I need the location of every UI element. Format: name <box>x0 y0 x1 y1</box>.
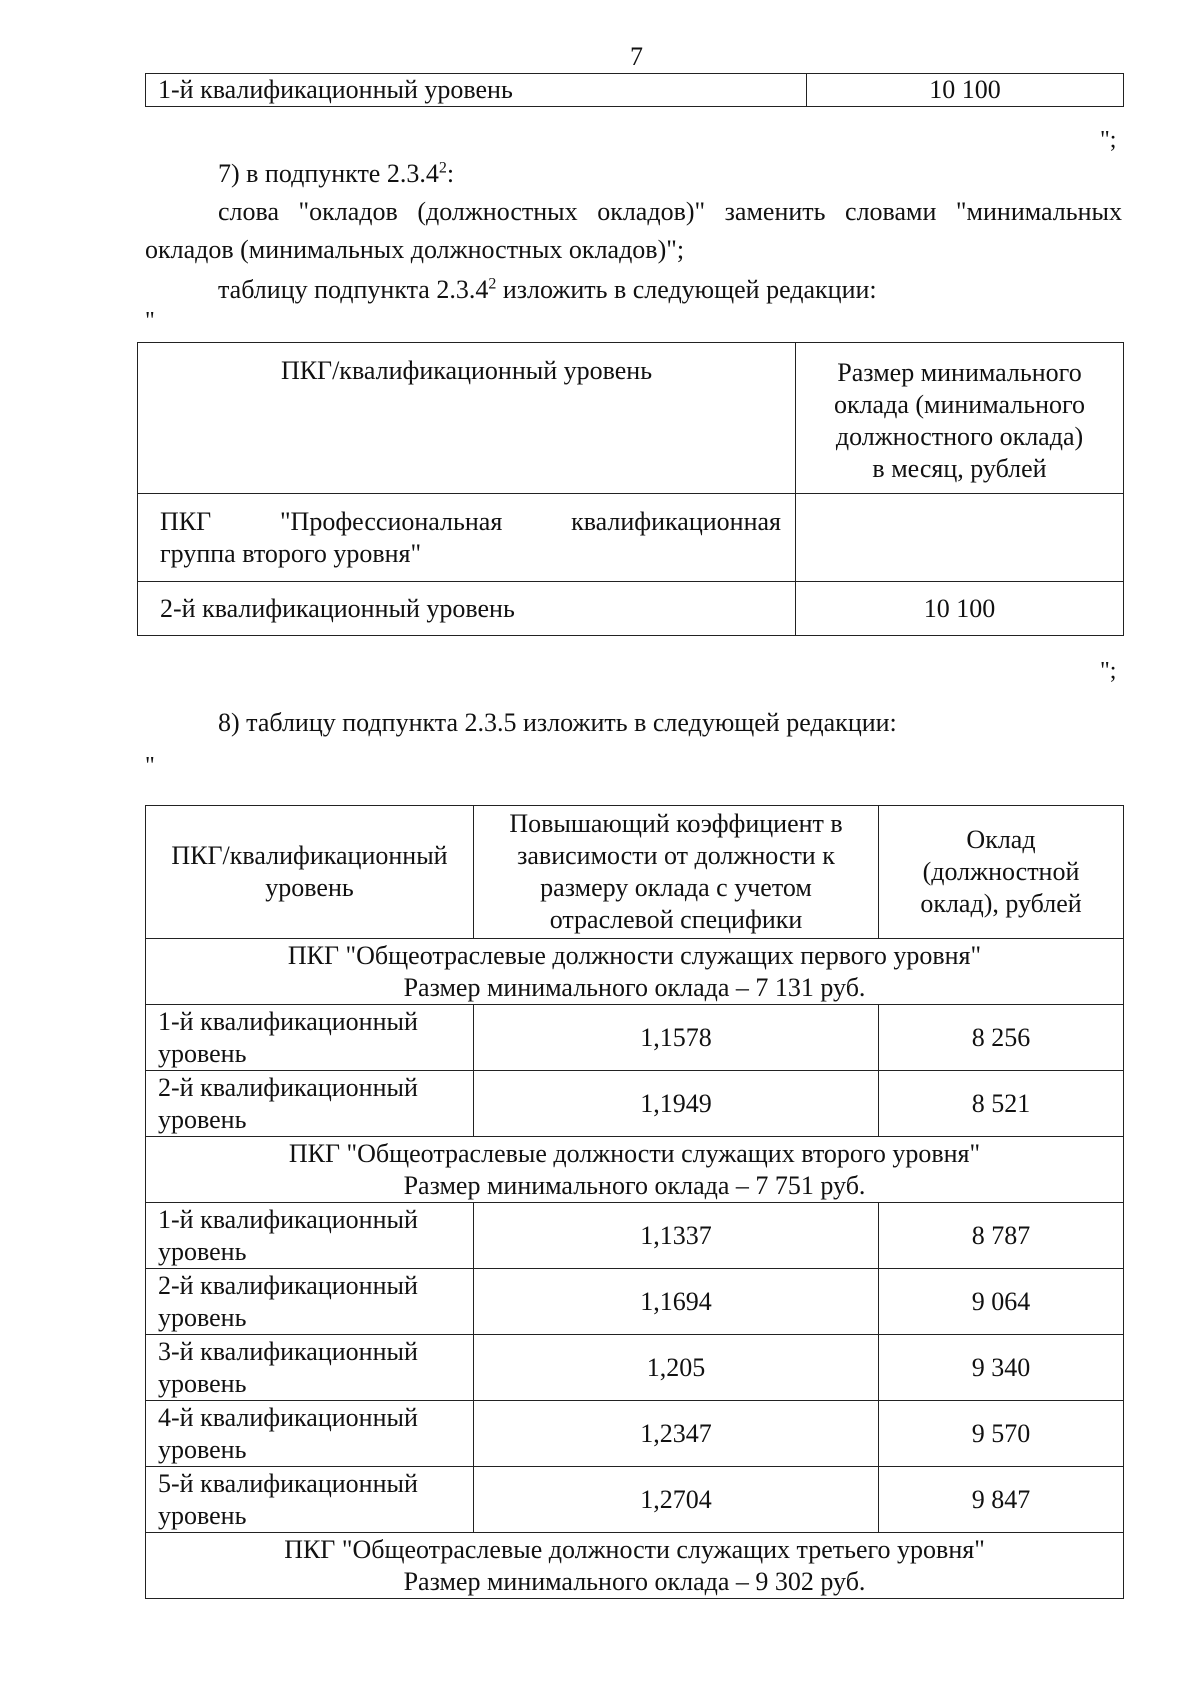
table-cell-coef: 1,1694 <box>474 1269 879 1335</box>
group-min-salary: Размер минимального оклада – 7 751 руб. <box>403 1170 866 1200</box>
opening-quote: " <box>145 753 155 779</box>
table-cell-value: 10 100 <box>807 74 1124 107</box>
table-group-row <box>146 1533 1124 1599</box>
table-item7 <box>137 342 1124 636</box>
header-line: отраслевой специфики <box>549 905 803 934</box>
table-cell-coef: 1,2704 <box>474 1467 879 1533</box>
level-line: 5-й квалификационный <box>158 1468 418 1498</box>
level-line: 2-й квалификационный <box>158 1270 418 1300</box>
table-header-level <box>146 806 474 939</box>
table-header-coef <box>474 806 879 939</box>
table-group-row <box>146 939 1124 1005</box>
table-cell-level <box>146 1071 474 1137</box>
table-cell-level: 1-й квалификационный уровень <box>146 74 807 107</box>
item8-heading: 8) таблицу подпункта 2.3.5 изложить в следующей редакции: <box>218 708 897 737</box>
level-line: уровень <box>158 1104 247 1134</box>
level-line: 1-й квалификационный <box>158 1204 418 1234</box>
table-header-level: ПКГ/квалификационный уровень <box>138 343 796 494</box>
table-cell-level <box>146 1335 474 1401</box>
level-line: 3-й квалификационный <box>158 1336 418 1366</box>
group-title: ПКГ "Общеотраслевые должности служащих второго уровня" <box>288 1138 981 1168</box>
table-cell-coef: 1,2347 <box>474 1401 879 1467</box>
table-cell-coef: 1,205 <box>474 1335 879 1401</box>
group-title: ПКГ "Общеотраслевые должности служащих третьего уровня" <box>284 1534 985 1564</box>
level-line: уровень <box>158 1500 247 1530</box>
header-line: Оклад <box>966 825 1036 854</box>
table-cell-salary: 8 256 <box>879 1005 1124 1071</box>
level-line: уровень <box>158 1038 247 1068</box>
item7-heading-colon: : <box>446 159 455 188</box>
table-cell-level <box>146 1269 474 1335</box>
table-group-cell <box>138 494 796 582</box>
closing-quote: "; <box>1100 658 1117 684</box>
table-cell-level <box>146 1203 474 1269</box>
item7-line3-text: таблицу подпункта 2.3.4 <box>218 275 489 304</box>
group-line: ПКГ "Профессиональная квалификационная <box>160 506 781 536</box>
table-item8 <box>145 805 1124 1599</box>
item7-line3-tail: изложить в следующей редакции: <box>496 275 877 304</box>
table-cell-salary: 9 340 <box>879 1335 1124 1401</box>
header-line: (должностной <box>922 857 1080 886</box>
table-cell-level <box>146 1005 474 1071</box>
table-cell-salary: 9 847 <box>879 1467 1124 1533</box>
table-cell-value: 10 100 <box>796 582 1124 636</box>
item7-line1: слова "окладов (должностных окладов)" заменить словами "минимальных <box>218 197 1122 226</box>
level-line: уровень <box>158 1434 247 1464</box>
header-line: уровень <box>265 873 354 902</box>
item7-line3-sup: 2 <box>488 275 497 293</box>
level-line: уровень <box>158 1236 247 1266</box>
table-cell-level <box>146 1401 474 1467</box>
table-cell-salary: 9 570 <box>879 1401 1124 1467</box>
table-header-salary <box>879 806 1124 939</box>
table-cell-salary: 9 064 <box>879 1269 1124 1335</box>
item7-line3 <box>218 273 877 307</box>
header-line: Размер минимального <box>837 358 1082 387</box>
table-cell-level <box>146 1467 474 1533</box>
header-line: оклада (минимального <box>833 390 1086 419</box>
table-group-row <box>146 1137 1124 1203</box>
header-line: размеру оклада с учетом <box>540 873 812 902</box>
group-min-salary: Размер минимального оклада – 7 131 руб. <box>403 972 866 1002</box>
item7-heading-sup: 2 <box>438 159 447 177</box>
header-line: в месяц, рублей <box>872 454 1047 483</box>
group-min-salary: Размер минимального оклада – 9 302 руб. <box>403 1566 866 1596</box>
closing-quote: "; <box>1100 127 1117 153</box>
level-line: 2-й квалификационный <box>158 1072 418 1102</box>
group-line: группа второго уровня" <box>160 538 422 568</box>
group-title: ПКГ "Общеотраслевые должности служащих первого уровня" <box>287 940 982 970</box>
level-line: 4-й квалификационный <box>158 1402 418 1432</box>
level-line: уровень <box>158 1368 247 1398</box>
table-cell-coef: 1,1949 <box>474 1071 879 1137</box>
opening-quote: " <box>145 308 155 334</box>
header-line: ПКГ/квалификационный <box>171 841 448 870</box>
page-number: 7 <box>630 42 643 71</box>
table-continuation <box>145 73 1124 107</box>
header-line: должностного оклада) <box>835 422 1084 451</box>
table-header-size <box>796 343 1124 494</box>
header-line: Повышающий коэффициент в <box>509 809 843 838</box>
header-line: зависимости от должности к <box>517 841 835 870</box>
level-line: 1-й квалификационный <box>158 1006 418 1036</box>
table-empty-cell <box>796 494 1124 582</box>
table-cell-level: 2-й квалификационный уровень <box>138 582 796 636</box>
item7-heading <box>218 157 454 191</box>
item7-line2: окладов (минимальных должностных окладов)"; <box>145 235 685 264</box>
table-cell-salary: 8 521 <box>879 1071 1124 1137</box>
table-cell-coef: 1,1337 <box>474 1203 879 1269</box>
item7-heading-text: 7) в подпункте 2.3.4 <box>218 159 439 188</box>
table-cell-coef: 1,1578 <box>474 1005 879 1071</box>
table-cell-salary: 8 787 <box>879 1203 1124 1269</box>
header-line: оклад), рублей <box>920 889 1082 918</box>
level-line: уровень <box>158 1302 247 1332</box>
